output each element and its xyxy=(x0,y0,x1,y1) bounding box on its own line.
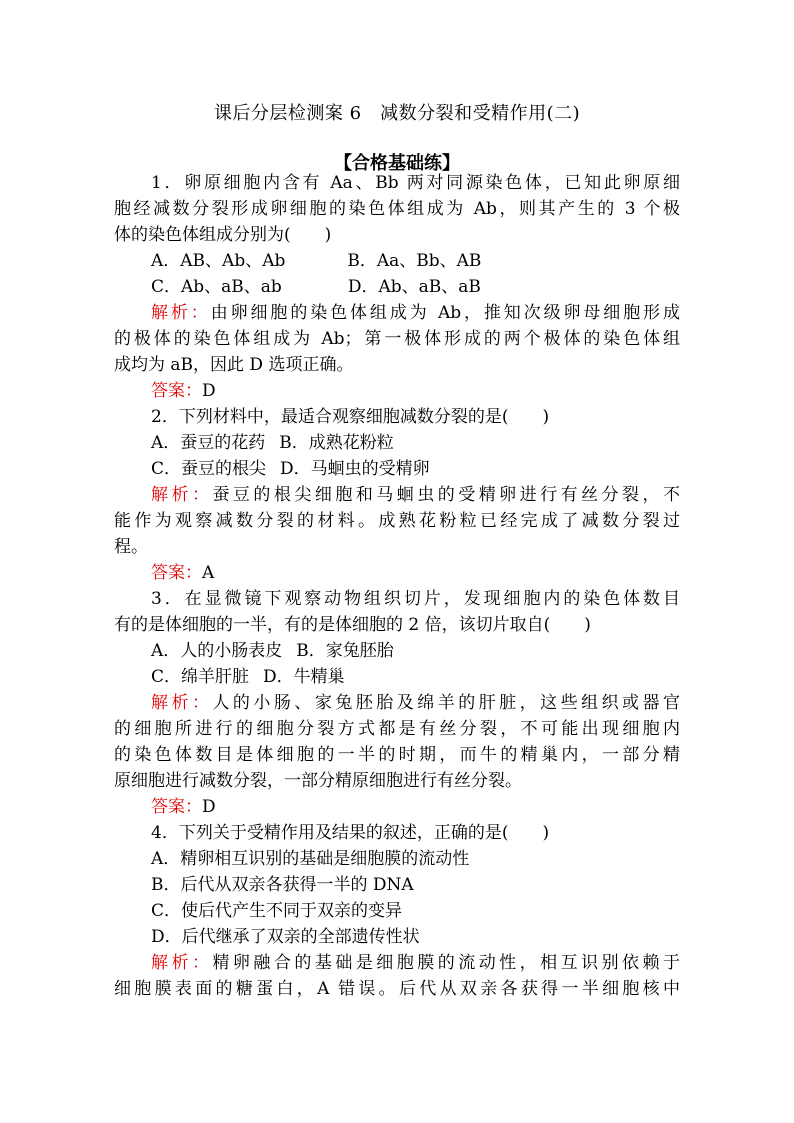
option-c: C．绵羊肝脏 xyxy=(151,667,250,687)
option-row xyxy=(114,664,680,690)
option-c: C．蚕豆的根尖 xyxy=(151,459,267,479)
analysis-line: 解析：人的小肠、家兔胚胎及绵羊的肝脏，这些组织或器官 xyxy=(151,693,680,713)
analysis-line: 解析：蚕豆的根尖细胞和马蛔虫的受精卵进行有丝分裂，不 xyxy=(151,485,680,505)
answer-label: 答案： xyxy=(151,797,202,817)
analysis-line: 解析：由卵细胞的染色体组成为 Ab，推知次级卵母细胞形成 xyxy=(151,303,680,323)
analysis-line: 原细胞进行减数分裂，一部分精原细胞进行有丝分裂。 xyxy=(114,771,522,791)
answer-value: A xyxy=(202,563,215,583)
analysis-label: 解析： xyxy=(151,303,211,323)
answer-label: 答案： xyxy=(151,563,202,583)
question-stem: 1．卵原细胞内含有 Aa、Bb 两对同源染色体，已知此卵原细 xyxy=(151,173,680,193)
option-d: D．马蛔虫的受精卵 xyxy=(280,459,430,479)
answer-line xyxy=(114,794,680,820)
option-row xyxy=(114,248,680,274)
question-stem: 体的染色体组成分别为( ) xyxy=(114,225,332,245)
question-stem: 胞经减数分裂形成卵细胞的染色体组成为 Ab，则其产生的 3 个极 xyxy=(114,199,680,219)
answer-line xyxy=(114,378,680,404)
option-a: A．AB、Ab、Ab xyxy=(151,251,286,271)
analysis-label: 解析： xyxy=(151,953,213,973)
option-a: A．蚕豆的花药 xyxy=(151,433,266,453)
analysis-line: 的极体的染色体组成为 Ab；第一极体形成的两个极体的染色体组 xyxy=(114,329,680,349)
option-b: B．后代从双亲各获得一半的 DNA xyxy=(151,875,414,895)
question-list xyxy=(114,170,680,1002)
question-stem: 2．下列材料中，最适合观察细胞减数分裂的是( ) xyxy=(151,407,550,427)
option-a: A．精卵相互识别的基础是细胞膜的流动性 xyxy=(151,849,470,869)
page-title: 课后分层检测案 6 减数分裂和受精作用(二) xyxy=(213,103,581,124)
option-b: B．家兔胚胎 xyxy=(296,641,394,661)
option-c: C．Ab、aB、ab xyxy=(151,277,282,297)
answer-label: 答案： xyxy=(151,381,202,401)
analysis-line: 解析：精卵融合的基础是细胞膜的流动性，相互识别依赖于 xyxy=(151,953,680,973)
option-b: B．成熟花粉粒 xyxy=(279,433,394,453)
section-heading: 【合格基础练】 xyxy=(334,153,460,174)
question-4 xyxy=(114,820,680,1002)
analysis-label: 解析： xyxy=(151,485,213,505)
analysis-line: 能作为观察减数分裂的材料。成熟花粉粒已经完成了减数分裂过 xyxy=(114,511,680,531)
option-row xyxy=(114,430,680,456)
question-1 xyxy=(114,170,680,404)
option-c: C．使后代产生不同于双亲的变异 xyxy=(151,901,403,921)
answer-value: D xyxy=(202,797,216,817)
option-d: D．Ab、aB、aB xyxy=(347,277,481,297)
analysis-line: 成均为 aB，因此 D 选项正确。 xyxy=(114,355,354,375)
option-row xyxy=(114,456,680,482)
option-a: A．人的小肠表皮 xyxy=(151,641,283,661)
question-2 xyxy=(114,404,680,586)
analysis-line: 细胞膜表面的糖蛋白，A 错误。后代从双亲各获得一半细胞核中 xyxy=(114,979,680,999)
option-row xyxy=(114,274,680,300)
option-b: B．Aa、Bb、AB xyxy=(347,251,482,271)
question-stem: 4．下列关于受精作用及结果的叙述，正确的是( ) xyxy=(151,823,550,843)
question-3 xyxy=(114,586,680,820)
analysis-line: 程。 xyxy=(114,537,148,557)
option-row xyxy=(114,638,680,664)
question-stem: 3．在显微镜下观察动物组织切片，发现细胞内的染色体数目 xyxy=(151,589,680,609)
answer-line xyxy=(114,560,680,586)
analysis-label: 解析： xyxy=(151,693,213,713)
option-d: D．牛精巢 xyxy=(263,667,345,687)
question-stem: 有的是体细胞的一半，有的是体细胞的 2 倍，该切片取自( ) xyxy=(114,615,591,635)
option-d: D．后代继承了双亲的全部遗传性状 xyxy=(151,927,420,947)
answer-value: D xyxy=(202,381,216,401)
analysis-line: 的染色体数目是体细胞的一半的时期，而牛的精巢内，一部分精 xyxy=(114,745,680,765)
analysis-line: 的细胞所进行的细胞分裂方式都是有丝分裂，不可能出现细胞内 xyxy=(114,719,680,739)
